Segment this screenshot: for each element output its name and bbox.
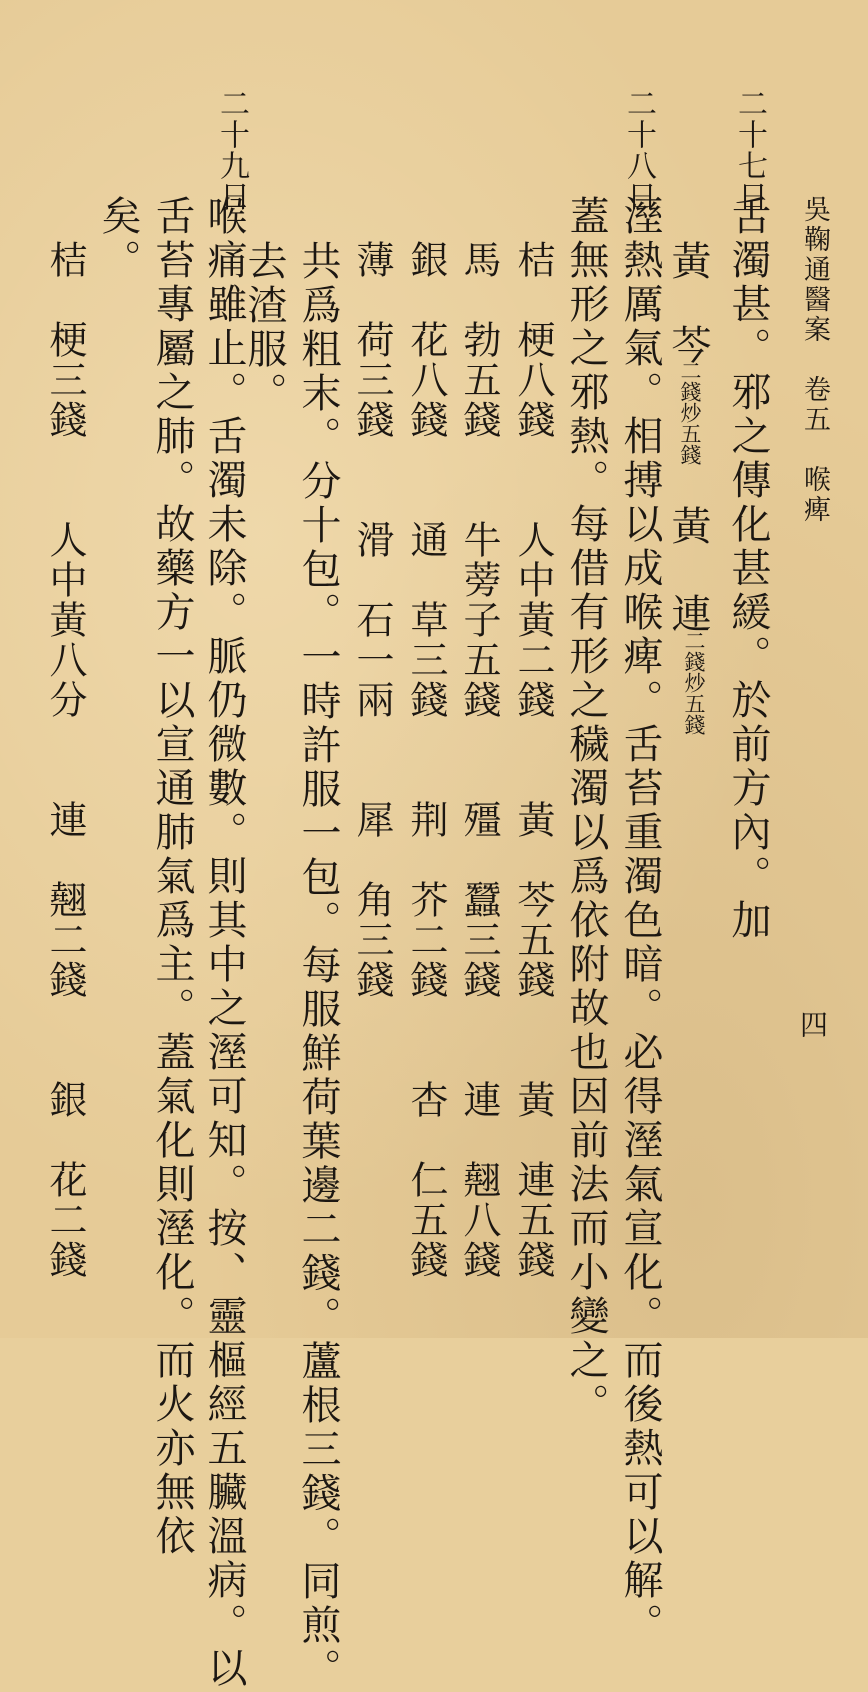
entry-28-rx-row3: 銀 花八錢 通 草三錢 荆 芥二錢 杏 仁五錢 xyxy=(404,240,448,1280)
running-header: 吳鞠通醫案 卷五 喉痺 xyxy=(799,195,830,525)
entry-date-27: 二十七日 xyxy=(732,88,767,212)
entry-29-line3: 矣。 xyxy=(95,195,141,283)
entry-28-line1: 溼熱厲氣。相搏以成喉痺。舌苔重濁色暗。必得溼氣宣化。而後熱可以解。 xyxy=(617,195,663,1647)
entry-28-line2: 蓋無形之邪熱。每借有形之穢濁以爲依附故也因前法而小變之。 xyxy=(563,195,609,1427)
rx-b-herb: 連 xyxy=(665,593,711,637)
page-number: 四 xyxy=(796,1010,829,1038)
entry-28-line3: 共爲粗末。分十包。一時許服一包。每服鮮荷葉邊二錢。蘆根三錢。同煎。 xyxy=(295,240,341,1692)
entry-27-rx-a-dose: 二錢炒五錢 xyxy=(678,360,702,465)
entry-date-29: 二十九日 xyxy=(214,88,249,212)
entry-28-rx-row2: 馬 勃五錢 牛蒡子五錢 殭 蠶三錢 連 翹八錢 xyxy=(457,240,501,1280)
entry-27-line1: 舌濁甚。邪之傳化甚緩。於前方內。加 xyxy=(725,195,771,943)
entry-28-line4: 去渣服。 xyxy=(241,240,287,416)
rx-b-name: 黃 xyxy=(665,505,711,549)
entry-28-rx-row4: 薄 荷三錢 滑 石一兩 犀 角三錢 xyxy=(350,240,394,1000)
rx-a-herb: 芩 xyxy=(665,324,711,368)
entry-27-rx-b-dose: 二錢炒五錢 xyxy=(682,630,706,735)
entry-27-rx-a xyxy=(665,240,711,368)
entry-29-line2: 舌苔專屬之肺。故藥方一以宣通肺氣爲主。蓋氣化則溼化。而火亦無依 xyxy=(149,195,195,1559)
entry-27-rx-b xyxy=(665,505,711,637)
entry-28-rx-row1: 桔 梗八錢 人中黃二錢 黃 芩五錢 黃 連五錢 xyxy=(511,240,555,1280)
entry-29-line1: 喉痛雖止。舌濁未除。脈仍微數。則其中之溼可知。按、靈樞經五臟溫病。以 xyxy=(201,195,247,1691)
entry-date-28: 二十八日 xyxy=(621,88,656,212)
entry-29-rx-row1: 桔 梗三錢 人中黃八分 連 翹二錢 銀 花二錢 xyxy=(43,240,87,1280)
rx-a-name: 黃 xyxy=(665,240,711,284)
